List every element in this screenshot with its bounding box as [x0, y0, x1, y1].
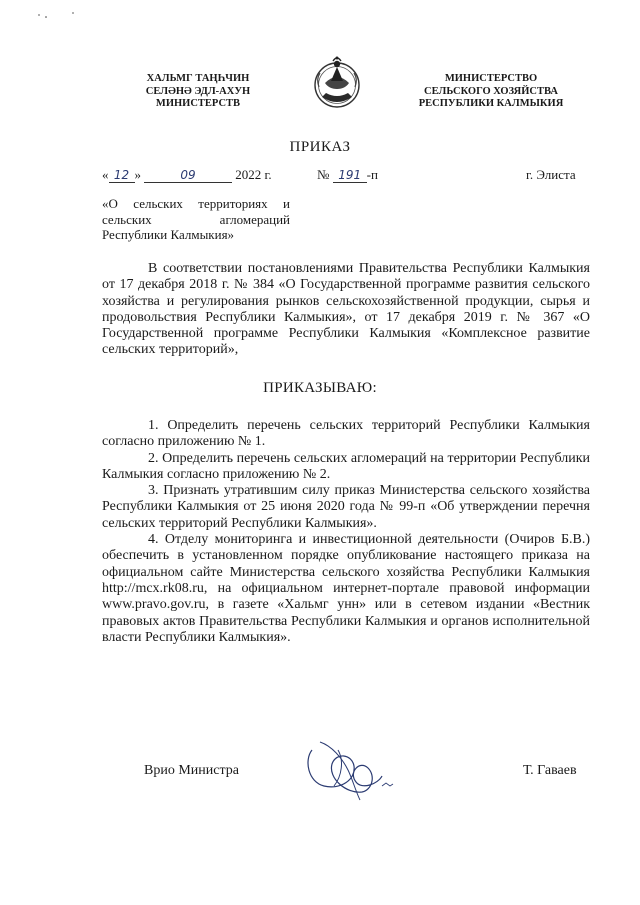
header-left-line: СЕЛӘНӘ ЭДЛ-АХУН — [145, 85, 251, 97]
order-word: ПРИКАЗЫВАЮ: — [263, 380, 377, 396]
header-right-line: РЕСПУБЛИКИ КАЛМЫКИЯ — [418, 98, 564, 109]
order-item: 4. Отделу мониторинга и инвестиционной деятельности (Очиров Б.В.) обеспечить в установленном порядке опубликование настоящего приказа на официальном сайте Министерства сельского хозяйства Республики Калмыкия http://mcx.rk08.ru, на официальном интернет-портале правовой информации www.pravo.gov.ru, в газете «Хальмг унн» или в сетевом издании «Вестник правовых актов Правительства Республики Калмыкия и органов исполнительной власти Республики Калмыкия». — [102, 532, 590, 645]
scan-speck — [72, 12, 74, 14]
order-item: 3. Признать утратившим силу приказ Министерства сельского хозяйства Республики Калмыкия от 25 июня 2020 года № 99-п «Об утверждении перечня сельских территорий Республики Калмыкия». — [102, 483, 590, 531]
document-date — [102, 167, 272, 183]
kalmykia-coat-of-arms-icon — [310, 53, 364, 111]
subject-line: сельских агломераций — [102, 211, 290, 227]
preamble-paragraph — [102, 261, 590, 359]
signatory-name: Т. Гаваев — [523, 763, 577, 778]
header-right-line: СЕЛЬСКОГО ХОЗЯЙСТВА — [424, 85, 558, 97]
number-value: 191 — [333, 169, 367, 183]
handwritten-signature — [298, 736, 398, 802]
order-items — [102, 418, 590, 646]
document-title: ПРИКАЗ — [289, 139, 351, 155]
date-month: 09 — [144, 169, 232, 183]
number-suffix: -п — [366, 167, 378, 182]
subject-line: Республики Калмыкия» — [102, 227, 235, 242]
header-left-line: ХАЛЬМГ ТАҢҺЧИН — [146, 73, 250, 84]
scan-speck — [38, 14, 40, 16]
order-item: 1. Определить перечень сельских территорий Республики Калмыкия согласно приложению № 1. — [102, 418, 590, 450]
ministry-name-kalmyk — [118, 73, 278, 111]
document-subject — [102, 196, 290, 243]
date-year: 2022 г. — [235, 167, 272, 182]
header-right-line: МИНИСТЕРСТВО — [444, 73, 538, 84]
number-sign: № — [317, 167, 330, 182]
signatory-position: Врио Министра — [144, 763, 239, 778]
header-left-line: МИНИСТЕРСТВ — [155, 98, 241, 109]
date-quote-close: » — [134, 167, 141, 182]
scan-speck — [45, 16, 47, 18]
document-number — [317, 167, 378, 183]
ministry-name-russian — [401, 73, 581, 111]
subject-line: «О сельских территориях и — [102, 196, 290, 211]
document-city: г. Элиста — [526, 167, 576, 182]
date-quote-open: « — [102, 167, 109, 182]
order-item: 2. Определить перечень сельских агломераций на территории Республики Калмыкия согласно приложению № 2. — [102, 450, 590, 482]
preamble-text: В соответствии постановлениями Правительства Республики Калмыкия от 17 декабря 2018 г. № 384 «О Государственной программе развития сельского хозяйства и регулирования рынков сельскохозяйственной продукции, сырья и продовольствия Республики Калмыкия», от 17 декабря 2019 г. № 367 «О Государственной программе Республики Калмыкия «Комплексное развитие сельских территорий», — [102, 261, 590, 358]
date-day: 12 — [109, 169, 135, 183]
